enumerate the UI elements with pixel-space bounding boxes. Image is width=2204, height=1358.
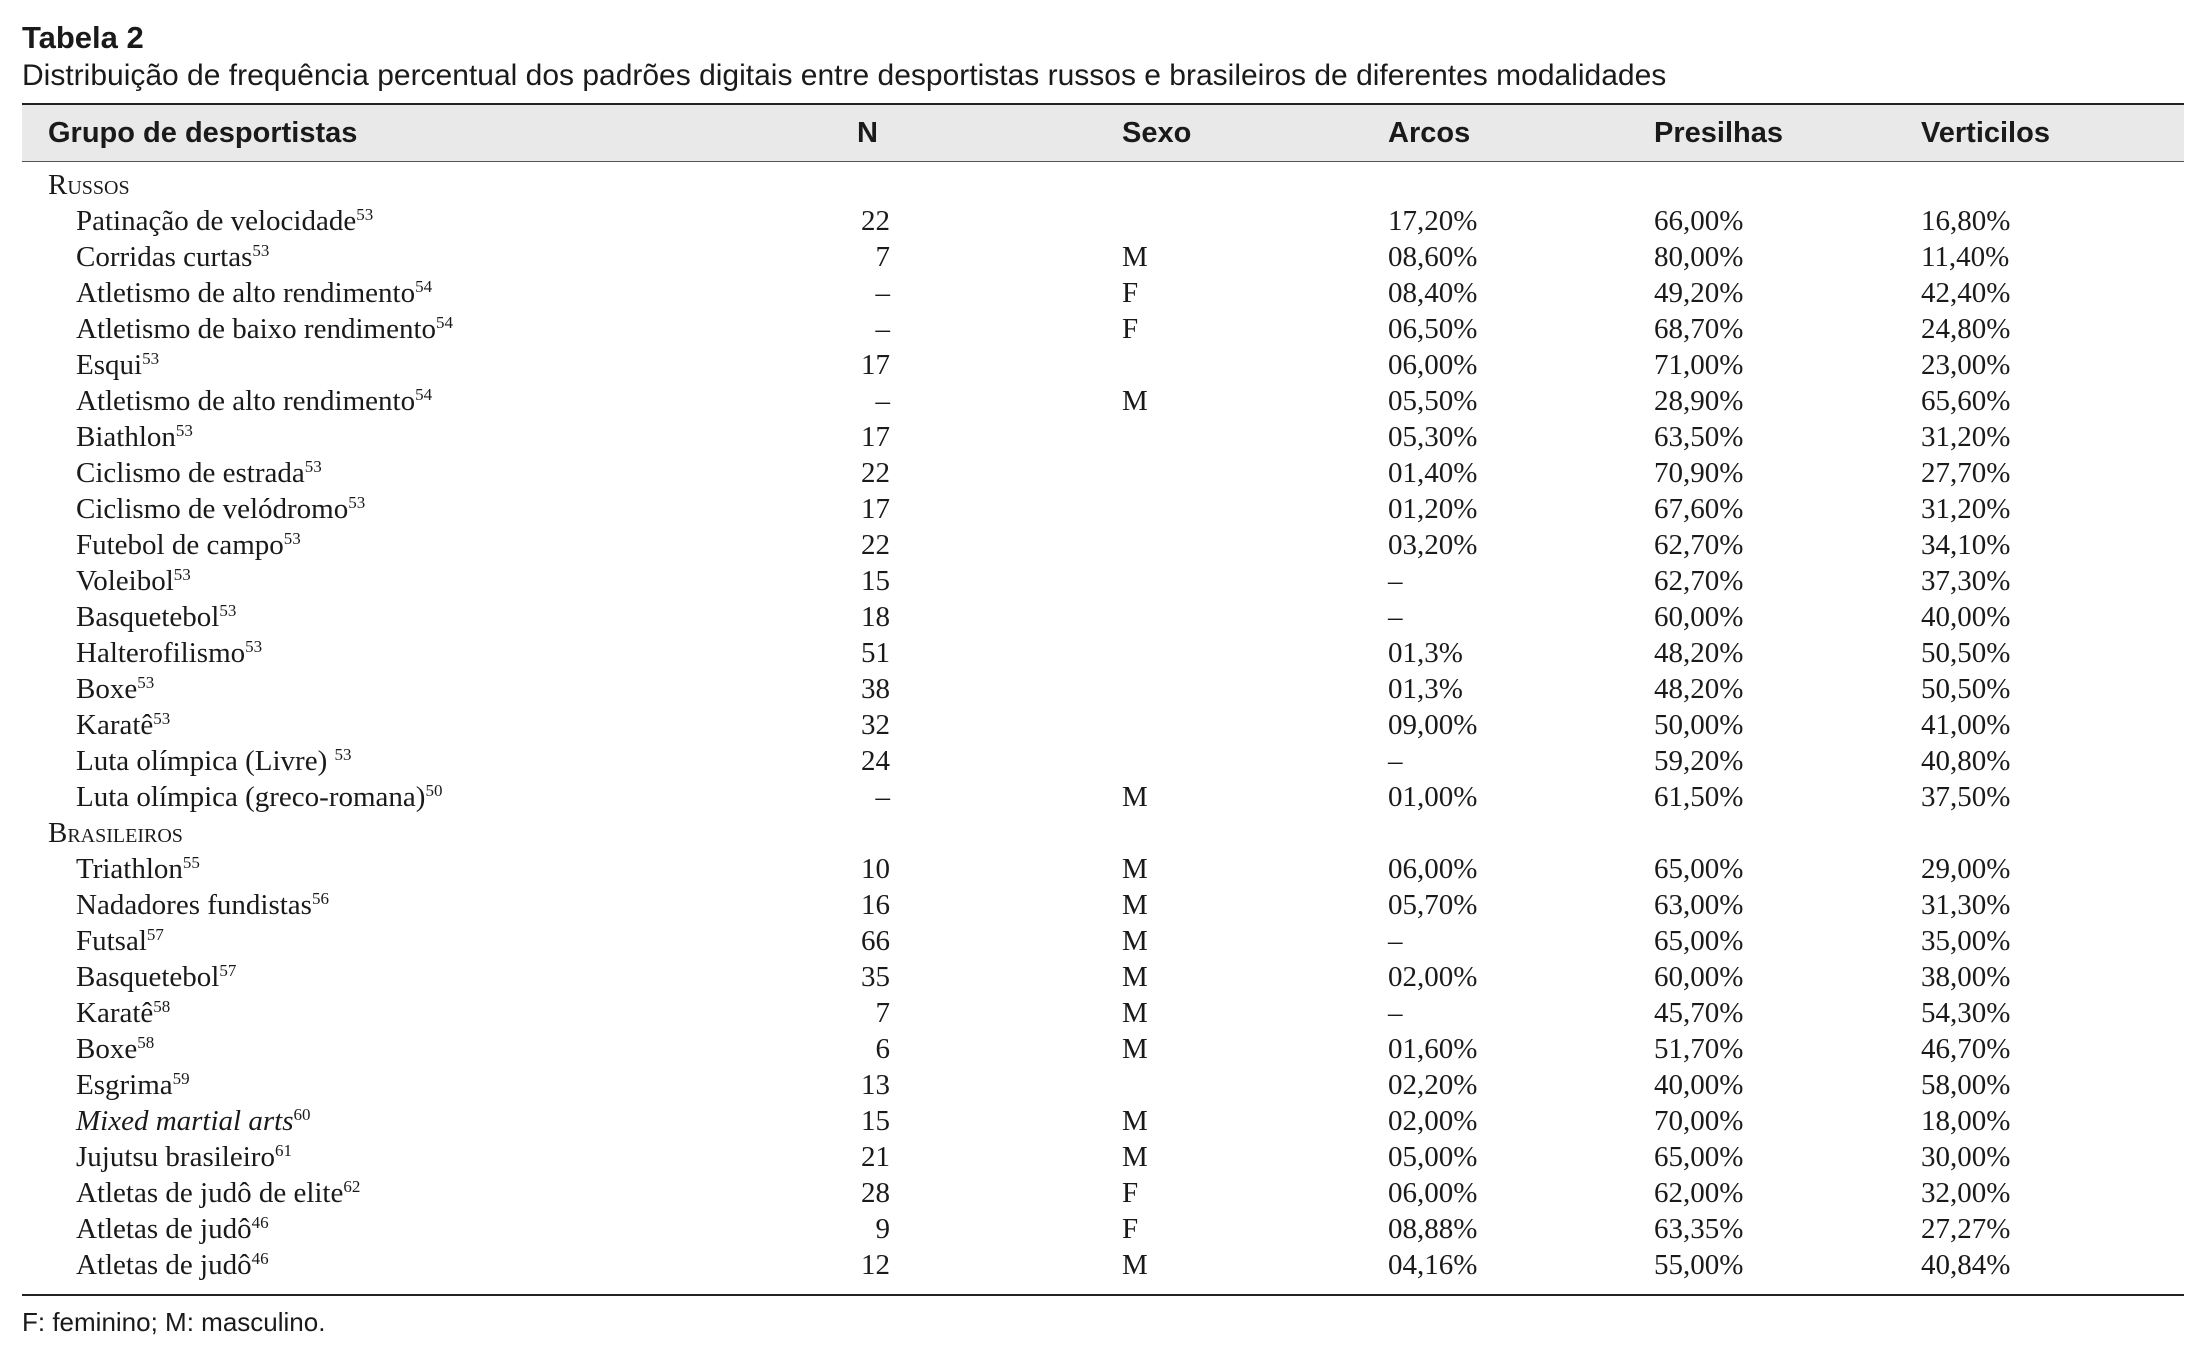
cell-arcos: 01,40% <box>1388 457 1478 489</box>
cell-presilhas: 50,00% <box>1654 709 1744 741</box>
cell-presilhas: 66,00% <box>1654 205 1744 237</box>
cell-sexo: F <box>1122 277 1139 309</box>
cell-grupo <box>76 707 170 743</box>
table-row <box>0 995 2204 1031</box>
cell-arcos: 08,88% <box>1388 1213 1478 1245</box>
cell-grupo-text: Esqui <box>76 349 143 381</box>
cell-grupo-text: Esgrima <box>76 1069 173 1101</box>
reference-superscript: 54 <box>415 277 433 296</box>
table-header-rule <box>22 161 2184 162</box>
section-label: Brasileiros <box>48 817 183 849</box>
cell-n: – <box>875 313 890 345</box>
reference-superscript: 53 <box>175 421 193 440</box>
cell-verticilos: 18,00% <box>1921 1105 2011 1137</box>
section-label: Russos <box>48 169 130 201</box>
reference-superscript: 62 <box>343 1177 361 1196</box>
reference-superscript: 54 <box>415 385 433 404</box>
table-row <box>0 527 2204 563</box>
cell-sexo: M <box>1122 1141 1148 1173</box>
cell-presilhas: 62,70% <box>1654 529 1744 561</box>
cell-sexo: M <box>1122 385 1148 417</box>
table-row <box>0 599 2204 635</box>
cell-arcos: 05,50% <box>1388 385 1478 417</box>
cell-arcos: 03,20% <box>1388 529 1478 561</box>
cell-verticilos: 34,10% <box>1921 529 2011 561</box>
cell-arcos: 06,50% <box>1388 313 1478 345</box>
table-row <box>0 1247 2204 1283</box>
reference-superscript: 46 <box>251 1213 269 1232</box>
cell-presilhas: 65,00% <box>1654 1141 1744 1173</box>
cell-grupo-text: Futsal <box>76 925 147 957</box>
cell-n: – <box>875 277 890 309</box>
cell-presilhas: 61,50% <box>1654 781 1744 813</box>
table-footnote: F: feminino; M: masculino. <box>22 1307 326 1337</box>
cell-grupo <box>76 491 365 527</box>
reference-superscript: 54 <box>436 313 454 332</box>
table-row <box>0 275 2204 311</box>
table-body <box>0 167 2204 1283</box>
cell-presilhas: 62,00% <box>1654 1177 1744 1209</box>
reference-superscript: 57 <box>146 925 164 944</box>
reference-superscript: 53 <box>137 673 155 692</box>
cell-verticilos: 40,00% <box>1921 601 2011 633</box>
cell-presilhas: 28,90% <box>1654 385 1744 417</box>
cell-grupo-text: Boxe <box>76 673 138 705</box>
cell-grupo-text: Karatê <box>76 709 154 741</box>
table-row <box>0 1067 2204 1103</box>
cell-arcos: 05,00% <box>1388 1141 1478 1173</box>
cell-verticilos: 31,20% <box>1921 493 2011 525</box>
cell-arcos: 01,3% <box>1388 673 1463 705</box>
cell-n: 21 <box>861 1141 890 1173</box>
cell-grupo <box>76 455 322 491</box>
cell-presilhas: 63,35% <box>1654 1213 1744 1245</box>
cell-arcos: 06,00% <box>1388 349 1478 381</box>
reference-superscript: 53 <box>334 745 352 764</box>
cell-sexo: M <box>1122 1249 1148 1281</box>
cell-verticilos: 58,00% <box>1921 1069 2011 1101</box>
cell-grupo-text: Atletismo de baixo rendimento <box>76 313 437 345</box>
cell-verticilos: 42,40% <box>1921 277 2011 309</box>
reference-superscript: 53 <box>356 205 374 224</box>
table-title: Tabela 2 <box>22 20 144 55</box>
cell-verticilos: 27,70% <box>1921 457 2011 489</box>
cell-n: 7 <box>875 997 890 1029</box>
cell-n: – <box>875 781 890 813</box>
cell-arcos: 01,60% <box>1388 1033 1478 1065</box>
cell-presilhas: 60,00% <box>1654 601 1744 633</box>
cell-grupo <box>76 1211 269 1247</box>
cell-arcos: – <box>1388 565 1403 597</box>
cell-presilhas: 63,00% <box>1654 889 1744 921</box>
cell-grupo <box>76 671 154 707</box>
cell-grupo-text: Boxe <box>76 1033 138 1065</box>
cell-grupo-text: Atletismo de alto rendimento <box>76 385 416 417</box>
reference-superscript: 53 <box>219 601 237 620</box>
cell-grupo <box>76 1067 190 1103</box>
cell-arcos: 01,3% <box>1388 637 1463 669</box>
reference-superscript: 53 <box>173 565 191 584</box>
cell-n: 35 <box>861 961 890 993</box>
cell-verticilos: 24,80% <box>1921 313 2011 345</box>
cell-grupo-text: Atletas de judô de elite <box>76 1177 344 1209</box>
cell-arcos: – <box>1388 745 1403 777</box>
cell-grupo <box>76 959 236 995</box>
cell-presilhas: 62,70% <box>1654 565 1744 597</box>
reference-superscript: 58 <box>137 1033 155 1052</box>
cell-presilhas: 65,00% <box>1654 853 1744 885</box>
cell-grupo-text: Ciclismo de estrada <box>76 457 305 489</box>
cell-arcos: 08,60% <box>1388 241 1478 273</box>
cell-verticilos: 31,30% <box>1921 889 2011 921</box>
cell-grupo <box>76 599 236 635</box>
reference-superscript: 55 <box>182 853 200 872</box>
cell-grupo <box>76 275 432 311</box>
cell-n: 17 <box>861 349 890 381</box>
cell-grupo <box>76 239 269 275</box>
reference-superscript: 53 <box>252 241 270 260</box>
cell-n: 6 <box>875 1033 890 1065</box>
cell-presilhas: 48,20% <box>1654 673 1744 705</box>
cell-verticilos: 40,84% <box>1921 1249 2011 1281</box>
column-header-grupo: Grupo de desportistas <box>48 117 358 149</box>
table-row <box>0 419 2204 455</box>
cell-grupo-text: Biathlon <box>76 421 176 453</box>
cell-sexo: F <box>1122 1213 1139 1245</box>
cell-n: 22 <box>861 457 890 489</box>
cell-sexo: M <box>1122 853 1148 885</box>
cell-presilhas: 68,70% <box>1654 313 1744 345</box>
cell-n: 16 <box>861 889 890 921</box>
cell-grupo <box>76 311 453 347</box>
cell-arcos: 09,00% <box>1388 709 1478 741</box>
cell-n: 15 <box>861 565 890 597</box>
cell-presilhas: 40,00% <box>1654 1069 1744 1101</box>
table-row <box>0 779 2204 815</box>
table-row <box>0 239 2204 275</box>
table-row <box>0 1139 2204 1175</box>
table-row <box>0 923 2204 959</box>
reference-superscript: 58 <box>153 997 171 1016</box>
cell-arcos: 02,00% <box>1388 961 1478 993</box>
cell-n: 18 <box>861 601 890 633</box>
reference-superscript: 53 <box>304 457 322 476</box>
cell-presilhas: 65,00% <box>1654 925 1744 957</box>
cell-sexo: M <box>1122 925 1148 957</box>
cell-verticilos: 46,70% <box>1921 1033 2011 1065</box>
cell-grupo-text: Atletas de judô <box>76 1249 252 1281</box>
cell-sexo: M <box>1122 1105 1148 1137</box>
cell-n: 7 <box>875 241 890 273</box>
cell-verticilos: 50,50% <box>1921 637 2011 669</box>
cell-arcos: 02,00% <box>1388 1105 1478 1137</box>
cell-grupo-text: Ciclismo de velódromo <box>76 493 349 525</box>
cell-grupo <box>76 563 191 599</box>
table-row <box>0 491 2204 527</box>
reference-superscript: 57 <box>219 961 237 980</box>
column-header-sexo: Sexo <box>1122 117 1192 149</box>
column-header-presilhas: Presilhas <box>1654 117 1783 149</box>
table-row <box>0 563 2204 599</box>
cell-presilhas: 71,00% <box>1654 349 1744 381</box>
cell-grupo-text: Patinação de velocidade <box>76 205 357 237</box>
reference-superscript: 53 <box>142 349 160 368</box>
cell-grupo <box>76 1103 311 1139</box>
column-header-arcos: Arcos <box>1388 117 1471 149</box>
cell-arcos: 01,00% <box>1388 781 1478 813</box>
cell-verticilos: 31,20% <box>1921 421 2011 453</box>
cell-verticilos: 38,00% <box>1921 961 2011 993</box>
cell-grupo-text: Luta olímpica (greco-romana) <box>76 781 426 813</box>
cell-verticilos: 27,27% <box>1921 1213 2011 1245</box>
cell-n: 15 <box>861 1105 890 1137</box>
cell-grupo <box>76 1175 360 1211</box>
cell-n: 17 <box>861 421 890 453</box>
cell-arcos: 05,70% <box>1388 889 1478 921</box>
cell-arcos: 01,20% <box>1388 493 1478 525</box>
table-row <box>0 1175 2204 1211</box>
cell-presilhas: 80,00% <box>1654 241 1744 273</box>
cell-presilhas: 55,00% <box>1654 1249 1744 1281</box>
cell-presilhas: 70,00% <box>1654 1105 1744 1137</box>
cell-sexo: F <box>1122 313 1139 345</box>
cell-grupo <box>76 527 301 563</box>
cell-verticilos: 23,00% <box>1921 349 2011 381</box>
cell-presilhas: 51,70% <box>1654 1033 1744 1065</box>
reference-superscript: 56 <box>311 889 329 908</box>
cell-verticilos: 30,00% <box>1921 1141 2011 1173</box>
cell-n: 22 <box>861 205 890 237</box>
cell-presilhas: 63,50% <box>1654 421 1744 453</box>
cell-grupo <box>76 923 164 959</box>
cell-n: 12 <box>861 1249 890 1281</box>
cell-sexo: M <box>1122 781 1148 813</box>
cell-presilhas: 45,70% <box>1654 997 1744 1029</box>
cell-verticilos: 32,00% <box>1921 1177 2011 1209</box>
table-caption: Distribuição de frequência percentual dos padrões digitais entre desportistas russos e brasileiros de diferentes modalidades <box>22 59 1667 92</box>
cell-n: 13 <box>861 1069 890 1101</box>
cell-grupo <box>76 779 442 815</box>
cell-verticilos: 41,00% <box>1921 709 2011 741</box>
cell-verticilos: 40,80% <box>1921 745 2011 777</box>
cell-presilhas: 48,20% <box>1654 637 1744 669</box>
cell-grupo <box>76 995 170 1031</box>
cell-verticilos: 29,00% <box>1921 853 2011 885</box>
reference-superscript: 60 <box>293 1105 311 1124</box>
cell-grupo <box>76 851 200 887</box>
cell-arcos: 17,20% <box>1388 205 1478 237</box>
cell-n: 38 <box>861 673 890 705</box>
table-row <box>0 635 2204 671</box>
cell-arcos: 05,30% <box>1388 421 1478 453</box>
cell-grupo <box>76 203 373 239</box>
reference-superscript: 53 <box>348 493 366 512</box>
cell-n: 17 <box>861 493 890 525</box>
cell-sexo: M <box>1122 997 1148 1029</box>
cell-presilhas: 59,20% <box>1654 745 1744 777</box>
cell-arcos: – <box>1388 601 1403 633</box>
cell-sexo: M <box>1122 1033 1148 1065</box>
table-row <box>0 383 2204 419</box>
cell-verticilos: 54,30% <box>1921 997 2011 1029</box>
cell-grupo <box>76 1031 154 1067</box>
table-header-row <box>0 112 2204 154</box>
cell-sexo: M <box>1122 961 1148 993</box>
cell-verticilos: 16,80% <box>1921 205 2011 237</box>
cell-grupo <box>76 743 351 779</box>
cell-grupo-text: Basquetebol <box>76 601 220 633</box>
reference-superscript: 53 <box>283 529 301 548</box>
cell-sexo: F <box>1122 1177 1139 1209</box>
cell-grupo-text: Mixed martial arts <box>76 1105 294 1137</box>
table-row <box>0 671 2204 707</box>
cell-arcos: – <box>1388 997 1403 1029</box>
cell-n: 66 <box>861 925 890 957</box>
cell-arcos: 04,16% <box>1388 1249 1478 1281</box>
cell-grupo-text: Luta olímpica (Livre) <box>76 745 335 777</box>
reference-superscript: 53 <box>245 637 263 656</box>
table-bottom-rule <box>22 1294 2184 1296</box>
cell-grupo <box>76 347 159 383</box>
cell-grupo <box>76 419 193 455</box>
cell-sexo: M <box>1122 241 1148 273</box>
cell-n: 51 <box>861 637 890 669</box>
table-row <box>0 851 2204 887</box>
cell-arcos: 06,00% <box>1388 1177 1478 1209</box>
reference-superscript: 59 <box>172 1069 190 1088</box>
cell-grupo-text: Futebol de campo <box>76 529 284 561</box>
cell-verticilos: 11,40% <box>1921 241 2010 273</box>
cell-grupo <box>76 383 432 419</box>
cell-grupo-text: Atletas de judô <box>76 1213 252 1245</box>
table-row <box>0 203 2204 239</box>
table-row <box>0 887 2204 923</box>
cell-arcos: 06,00% <box>1388 853 1478 885</box>
cell-presilhas: 70,90% <box>1654 457 1744 489</box>
table-row <box>0 455 2204 491</box>
column-header-n: N <box>857 117 878 149</box>
cell-n: 10 <box>861 853 890 885</box>
cell-verticilos: 50,50% <box>1921 673 2011 705</box>
table-row <box>0 1211 2204 1247</box>
table-row <box>0 1103 2204 1139</box>
cell-grupo <box>76 887 329 923</box>
cell-n: 32 <box>861 709 890 741</box>
table-row <box>0 959 2204 995</box>
table-row <box>0 347 2204 383</box>
cell-grupo-text: Corridas curtas <box>76 241 253 273</box>
table-row <box>0 707 2204 743</box>
cell-grupo <box>76 1139 292 1175</box>
cell-grupo-text: Karatê <box>76 997 154 1029</box>
cell-n: 9 <box>875 1213 890 1245</box>
cell-grupo-text: Voleibol <box>76 565 174 597</box>
cell-grupo-text: Triathlon <box>76 853 183 885</box>
table-row <box>0 743 2204 779</box>
cell-grupo <box>76 1247 269 1283</box>
cell-grupo-text: Halterofilismo <box>76 637 246 669</box>
section-row <box>0 815 2204 851</box>
cell-arcos: – <box>1388 925 1403 957</box>
cell-presilhas: 49,20% <box>1654 277 1744 309</box>
cell-n: 22 <box>861 529 890 561</box>
cell-n: 28 <box>861 1177 890 1209</box>
cell-presilhas: 67,60% <box>1654 493 1744 525</box>
cell-grupo-text: Nadadores fundistas <box>76 889 312 921</box>
reference-superscript: 61 <box>274 1141 292 1160</box>
table-row <box>0 1031 2204 1067</box>
cell-arcos: 02,20% <box>1388 1069 1478 1101</box>
cell-n: 24 <box>861 745 890 777</box>
cell-verticilos: 65,60% <box>1921 385 2011 417</box>
reference-superscript: 46 <box>251 1249 269 1268</box>
column-header-verticilos: Verticilos <box>1921 117 2050 149</box>
cell-verticilos: 37,30% <box>1921 565 2011 597</box>
cell-sexo: M <box>1122 889 1148 921</box>
cell-n: – <box>875 385 890 417</box>
cell-verticilos: 35,00% <box>1921 925 2011 957</box>
cell-arcos: 08,40% <box>1388 277 1478 309</box>
cell-grupo <box>76 635 262 671</box>
cell-verticilos: 37,50% <box>1921 781 2011 813</box>
cell-presilhas: 60,00% <box>1654 961 1744 993</box>
reference-superscript: 50 <box>425 781 443 800</box>
cell-grupo-text: Jujutsu brasileiro <box>76 1141 275 1173</box>
table-row <box>0 311 2204 347</box>
cell-grupo-text: Atletismo de alto rendimento <box>76 277 416 309</box>
reference-superscript: 53 <box>153 709 171 728</box>
section-row <box>0 167 2204 203</box>
cell-grupo-text: Basquetebol <box>76 961 220 993</box>
